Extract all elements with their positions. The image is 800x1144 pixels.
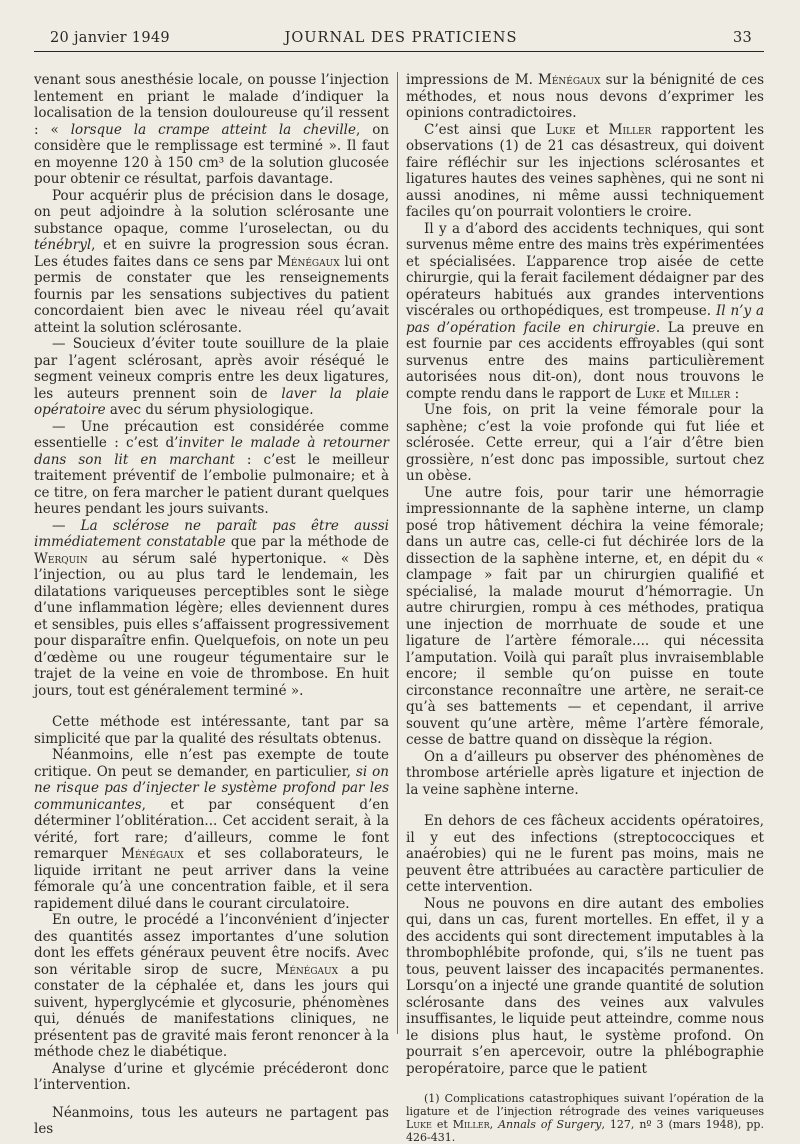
author-name: Luke [545,121,576,138]
author-name: Miller [452,1118,490,1131]
paragraph [406,896,764,1078]
text-run: Analyse d’urine et glycémie précéderont donc l’intervention. [34,1060,389,1093]
italic-run: Il n’y a pas d’opération facile en chirurgie [406,303,764,336]
italic-run: ténébryl [34,237,92,253]
author-name: Ménégaux [277,253,340,270]
running-header [50,30,752,50]
text-run: et ses collaborateurs, le liquide irritant ne peut arriver dans la veine fémorale qu’à une concentration faible, et il sera rapidement dilué dans le courant circulatoire. [34,846,389,912]
paragraph [34,714,389,747]
text-run: , et par conséquent d’en déterminer l’oblitération... Cet accident serait, à la vérité, fort rare; d’ailleurs, comme le font remarquer [34,796,389,862]
text-run: que par la méthode de [225,534,389,550]
text-run: , et en suivre la progression sous écran. Les études faites dans ce sens par [34,237,389,270]
text-run: En dehors de ces fâcheux accidents opératoires, il y eut des infections (streptococciques et anaérobies) qui ne le furent pas moins, mais ne peuvent être attribuées au caractère particulier de cette intervention. [406,813,764,895]
author-name: Luke [635,385,666,402]
text-run: sur la bénignité de ces méthodes, et nous nous devons d’exprimer les opinions contradictoires. [406,72,764,121]
paragraph [34,912,389,1061]
text-run: rapportent les observations (1) de 21 cas désastreux, qui doivent faire réfléchir sur les injections sclérosantes et ligatures hautes des veines saphènes, qui ne sont ni aussi anodines, ni même aussi techniquement faciles qu’on pourrait volontiers le croire. [406,121,764,220]
header-rule [34,51,764,52]
paragraph [406,749,764,799]
italic-run: laver la plaie opératoire [34,385,389,418]
paragraph [34,518,389,700]
text-run: avec du sérum physiologique. [105,402,314,418]
paragraph [34,1061,389,1094]
text-run: venant sous anesthésie locale, on pousse l’injection lentement en priant le malade d’indiquer la localisation de la tension douloureuse qu’il ressent : « [34,72,389,138]
paragraph [406,813,764,896]
paragraph [34,419,389,518]
text-run: lui ont permis de constater que les renseignements fournis par les sensations subjectives du patient concordaient bien avec le niveau réel qu’avait atteint la solution sclérosante. [34,253,389,336]
italic-run: La sclérose ne paraît pas être aussi immédiatement constatable [34,517,389,550]
text-run: Une fois, on prit la veine fémorale pour la saphène; c’est la voie profonde qui fut liée et sclérosée. Cette erreur, qui a l’air d’être bien grossière, n’est donc pas impossible, surtout chez un obèse. [406,402,764,484]
italic-run: si on ne risque pas d’injecter le système profond par les communicantes [34,763,389,813]
italic-run: lorsque la crampe atteint la cheville [70,121,356,138]
author-name: Luke [406,1118,432,1131]
text-run: impressions de M. [406,72,538,88]
text-run: , [489,1118,499,1131]
text-run: , on considère que le remplissage est terminé ». Il faut en moyenne 120 à 150 cm³ de la solution glucosée pour obtenir ce résultat, parfois davantage. [34,121,390,187]
text-run: Une autre fois, pour tarir une hémorragie impressionnante de la saphène interne, un clamp posé trop hâtivement déchira la veine fémorale; dans un autre cas, celle-ci fut déchirée lors de la dissection de la saphène interne, et, en dépit du « clampage » fait par un chirurgien qualifié et spécialisé, la malade mourut d’hémorragie. Un autre chirurgien, rompu à ces méthodes, pratiqua une injection de morrhuate de soude et une ligature de l’artère fémorale.... qui nécessita l’amputation. Voilà qui paraît plus invraisemblable encore; il semble qu’on puisse en toute circonstance reconnaître une artère, ne serait-ce qu’à ses battements — et cependant, il arrive souvent qu’une artère, même l’artère fémorale, cesse de battre quand on dissèque la région. [406,484,764,748]
paragraph [406,122,764,221]
text-run: Pour acquérir plus de précision dans le dosage, on peut adjoindre à la solution sclérosante une substance opaque, comme l’uroselectan, ou du [34,187,389,237]
text-run: : c’est le meilleur traitement préventif de l’embolie pulmonaire; et à ce titre, on fera marcher le patient durant quelques heures pendant les jours suivants. [34,451,389,517]
paragraph [34,188,389,337]
text-run: et [431,1118,453,1131]
issue-date: 20 janvier 1949 [50,30,170,46]
column-divider [397,72,398,1034]
text-run: et [665,385,688,402]
footnote [406,1092,764,1144]
text-run: Cette méthode est intéressante, tant par sa simplicité que par la qualité des résultats obtenus. [34,714,389,747]
footnote-text [406,1092,764,1144]
italic-run: inviter le malade à retourner dans son lit en marchant [34,435,389,468]
text-run: , 127, nº 3 (mars 1948), pp. 426-431. [406,1118,764,1144]
text-run: Néanmoins, elle n’est pas exempte de toute critique. On peut se demander, en particulier, [34,747,389,780]
italic-run: Annals of Surgery [498,1118,602,1131]
left-column [34,72,389,1138]
text-run: — [52,517,81,534]
paragraph [406,485,764,749]
paragraph [34,72,389,188]
paragraph [34,747,389,912]
text-run: Néanmoins, tous les auteurs ne partagent pas les [34,1104,389,1137]
author-name: Miller [608,121,652,138]
author-name: Ménégaux [275,961,339,978]
text-run: Nous ne pouvons en dire autant des embolies qui, dans un cas, furent mortelles. En effet, il y a des accidents qui sont directement imputables à la thrombophlébite profonde, qui, s’ils ne tuent pas tous, peuvent laisser des incapacités permanentes. Lorsqu’on a injecté une grande quantité de solution sclérosante dans des veines aux valvules insuffisantes, le liquide peut atteindre, comme nous le disions plus haut, le système profond. On pourrait s’en apercevoir, outre la phlébographie peropératoire, parce que le patient [406,895,764,1077]
right-column [406,72,764,1144]
text-run: au sérum salé hypertonique. « Dès l’injection, ou au plus tard le lendemain, les dilatations variqueuses perceptibles sont le siège d’une inflammation légère; elles deviennent dures et sensibles, puis elles s’affaissent progressivement pour disparaître enfin. Quelquefois, on note un peu d’œdème ou une rougeur tégumentaire sur le trajet de la veine en voie de thrombose. En huit jours, tout est généralement terminé ». [34,550,389,699]
journal-title: JOURNAL DES PRATICIENS [284,30,518,46]
text-run: — Une précaution est considérée comme essentielle : c’est d’ [34,418,389,451]
text-run: Il y a d’abord des accidents techniques, qui sont survenus même entre des mains très expérimentées et spécialisées. L’apparence trop aisée de cette chirurgie, qui la ferait facilement dédaigner par des opérateurs habitués aux grandes interventions viscérales ou orthopédiques, est trompeuse. [406,220,764,319]
paragraph [34,336,389,419]
paragraph [34,1105,389,1138]
paragraph [406,402,764,485]
text-run: (1) Complications catastrophiques suivant l’opération de la ligature et de l’injection rétrograde des veines variqueuses [406,1092,764,1118]
paragraph [406,72,764,122]
text-run: . La preuve en est fournie par ces accidents effroyables (qui sont survenus entre des mains particulièrement autorisées nous dit-on), dont nous trouvons le compte rendu dans le rapport de [406,319,764,402]
text-run: C’est ainsi que [424,121,546,138]
text-run: et [575,121,609,138]
paragraph [406,221,764,403]
text-run: a pu constater de la céphalée et, dans les jours qui suivent, hyperglycémie et glycosurie, phénomènes qui, dénués de manifestations cliniques, ne présentent pas de gravité mais feront renoncer à la méthode chez le diabétique. [34,961,389,1060]
author-name: Miller [687,385,731,402]
text-run: : [730,385,740,402]
text-run: En outre, le procédé a l’inconvénient d’injecter des quantités assez importantes d’une solution dont les effets généraux peuvent être nocifs. Avec son véritable sirop de sucre, [34,912,389,978]
text-run: On a d’ailleurs pu observer des phénomènes de thrombose artérielle après ligature et injection de la veine saphène interne. [406,748,764,798]
author-name: Ménégaux [121,846,184,862]
text-run: — Soucieux d’éviter toute souillure de la plaie par l’agent sclérosant, après avoir réséqué le segment veineux compris entre les deux ligatures, les auteurs prennent soin de [34,336,389,402]
author-name: Werquin [34,550,88,567]
author-name: Ménégaux [538,72,601,88]
page-number: 33 [732,30,752,46]
